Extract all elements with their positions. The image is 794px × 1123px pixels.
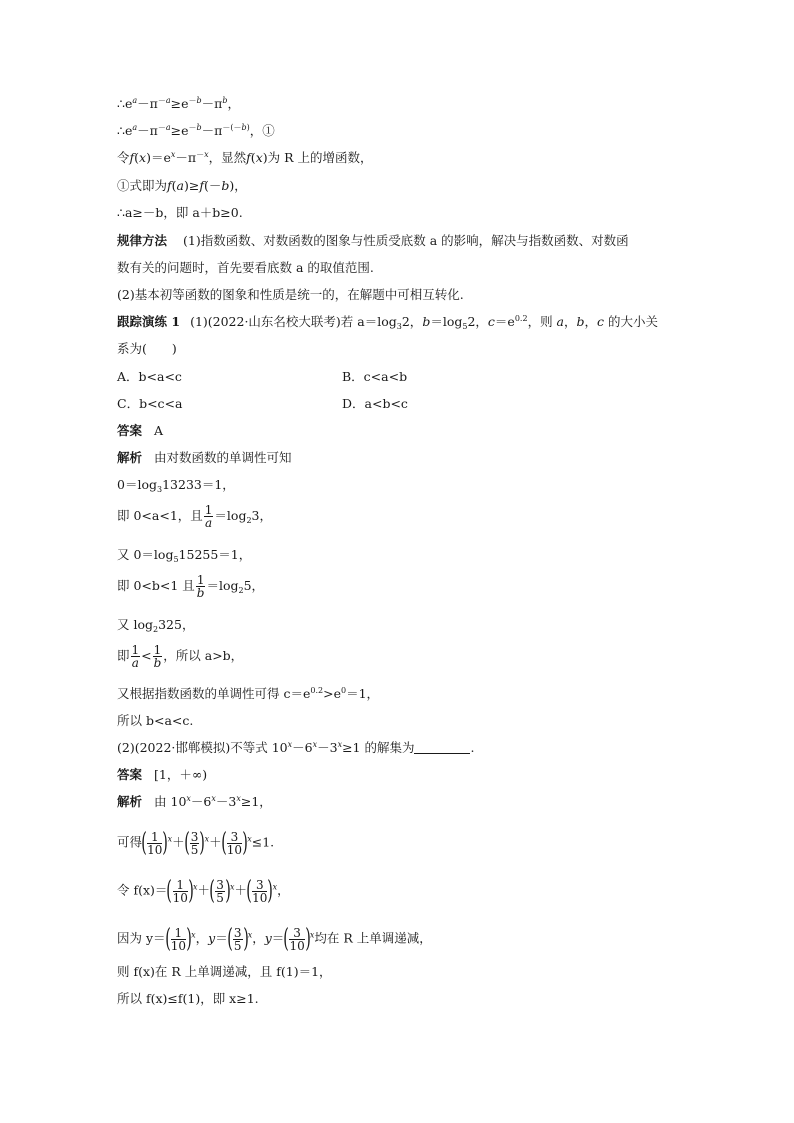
text-line: 即 0<b<1 且 $\frac{1}{b}$ $=\log_25$，	[117, 573, 265, 600]
text-line: ①式即为f(a)≥f(－b)，	[117, 178, 247, 193]
text-line: 因为 y＝( $\frac{1}{10}$ )$^x$，y＝( $\frac{3}{5}$ )$^x$，y＝( $\frac{3}{10}$ )$^x$均在 R 上单调递减，	[117, 924, 432, 954]
question-2: (2)(2022·邯郸模拟)不等式 $10^x-6^x-3^x\ge 1$ 的解集为 .	[117, 740, 475, 755]
answer-line: 答案 [1，＋∞)	[117, 767, 208, 782]
text-line: 所以 b<a<c.	[117, 713, 194, 728]
text-line: 即 0<a<1，且 $\frac{1}{a}$ $=\log_23$，	[117, 503, 272, 530]
text-line: 可得( $\frac{1}{10}$ )$^x$＋( $\frac{3}{5}$ )$^x$＋( $\frac{3}{10}$ )$^x$≤1.	[117, 828, 275, 858]
practice-label: 跟踪演练 1	[117, 314, 181, 329]
solution-label: 解析	[117, 450, 143, 465]
text-line: 则 f(x)在 R 上单调递减，且 f(1)＝1，	[117, 964, 332, 979]
text-line: $\therefore e^a-\pi^{-a}\ge e^{-b}-\pi^b$，	[117, 96, 240, 111]
answer-label: 答案	[117, 767, 143, 782]
option-b: B．c<a<b	[342, 369, 408, 384]
solution-line: 解析 由对数函数的单调性可知	[117, 450, 292, 465]
answer-line: 答案 A	[117, 423, 164, 438]
text-line: 令$f(x)=e^x-\pi^{-x}$，显然f(x)为 R 上的增函数，	[117, 150, 373, 165]
method-label: 规律方法	[117, 233, 168, 248]
text-line: 所以 f(x)≤f(1)，即 x≥1.	[117, 991, 259, 1006]
text-line: $\therefore e^a-\pi^{-a}\ge e^{-b}-\pi^{-(-b)}$，①	[117, 123, 275, 138]
option-a: A．b<a<c	[117, 369, 182, 384]
text-line: 系为( )	[117, 341, 177, 356]
solution-line: 解析 由 $10^x-6^x-3^x\ge 1$，	[117, 794, 272, 809]
text-line: (2)基本初等函数的图象和性质是统一的，在解题中可相互转化.	[117, 287, 464, 302]
answer-label: 答案	[117, 423, 143, 438]
text-line: 又 $0=\log_515255=1$，	[117, 547, 252, 564]
solution-label: 解析	[117, 794, 143, 809]
text-line: 数有关的问题时，首先要看底数 a 的取值范围.	[117, 260, 374, 275]
text-line: $0=\log_313233=1$，	[117, 477, 235, 494]
text-line: 即 $\frac{1}{a}$ < $\frac{1}{b}$ ，所以 a>b，	[117, 643, 244, 670]
practice-question: 跟踪演练 1 (1)(2022·山东名校大联考)若 $a=\log_32$，$b=\log_52$，$c=e^{0.2}$，则 a，b，c 的大小关	[117, 314, 659, 331]
method-line: 规律方法 (1)指数函数、对数函数的图象与性质受底数 a 的影响，解决与指数函数、对数函	[117, 233, 629, 248]
text-line: 令 f(x)＝( $\frac{1}{10}$ )$^x$＋( $\frac{3}{5}$ )$^x$＋( $\frac{3}{10}$ )$^x$，	[117, 876, 290, 906]
text-line: ∴a≥－b，即 a＋b≥0.	[117, 205, 243, 220]
text-line: 又 $\log_2325$，	[117, 617, 195, 634]
option-d: D．a<b<c	[342, 396, 408, 411]
text-line: 又根据指数函数的单调性可得 $c=e^{0.2}>e^0=1$，	[117, 686, 380, 701]
option-c: C．b<c<a	[117, 396, 183, 411]
answer-blank	[414, 753, 470, 754]
